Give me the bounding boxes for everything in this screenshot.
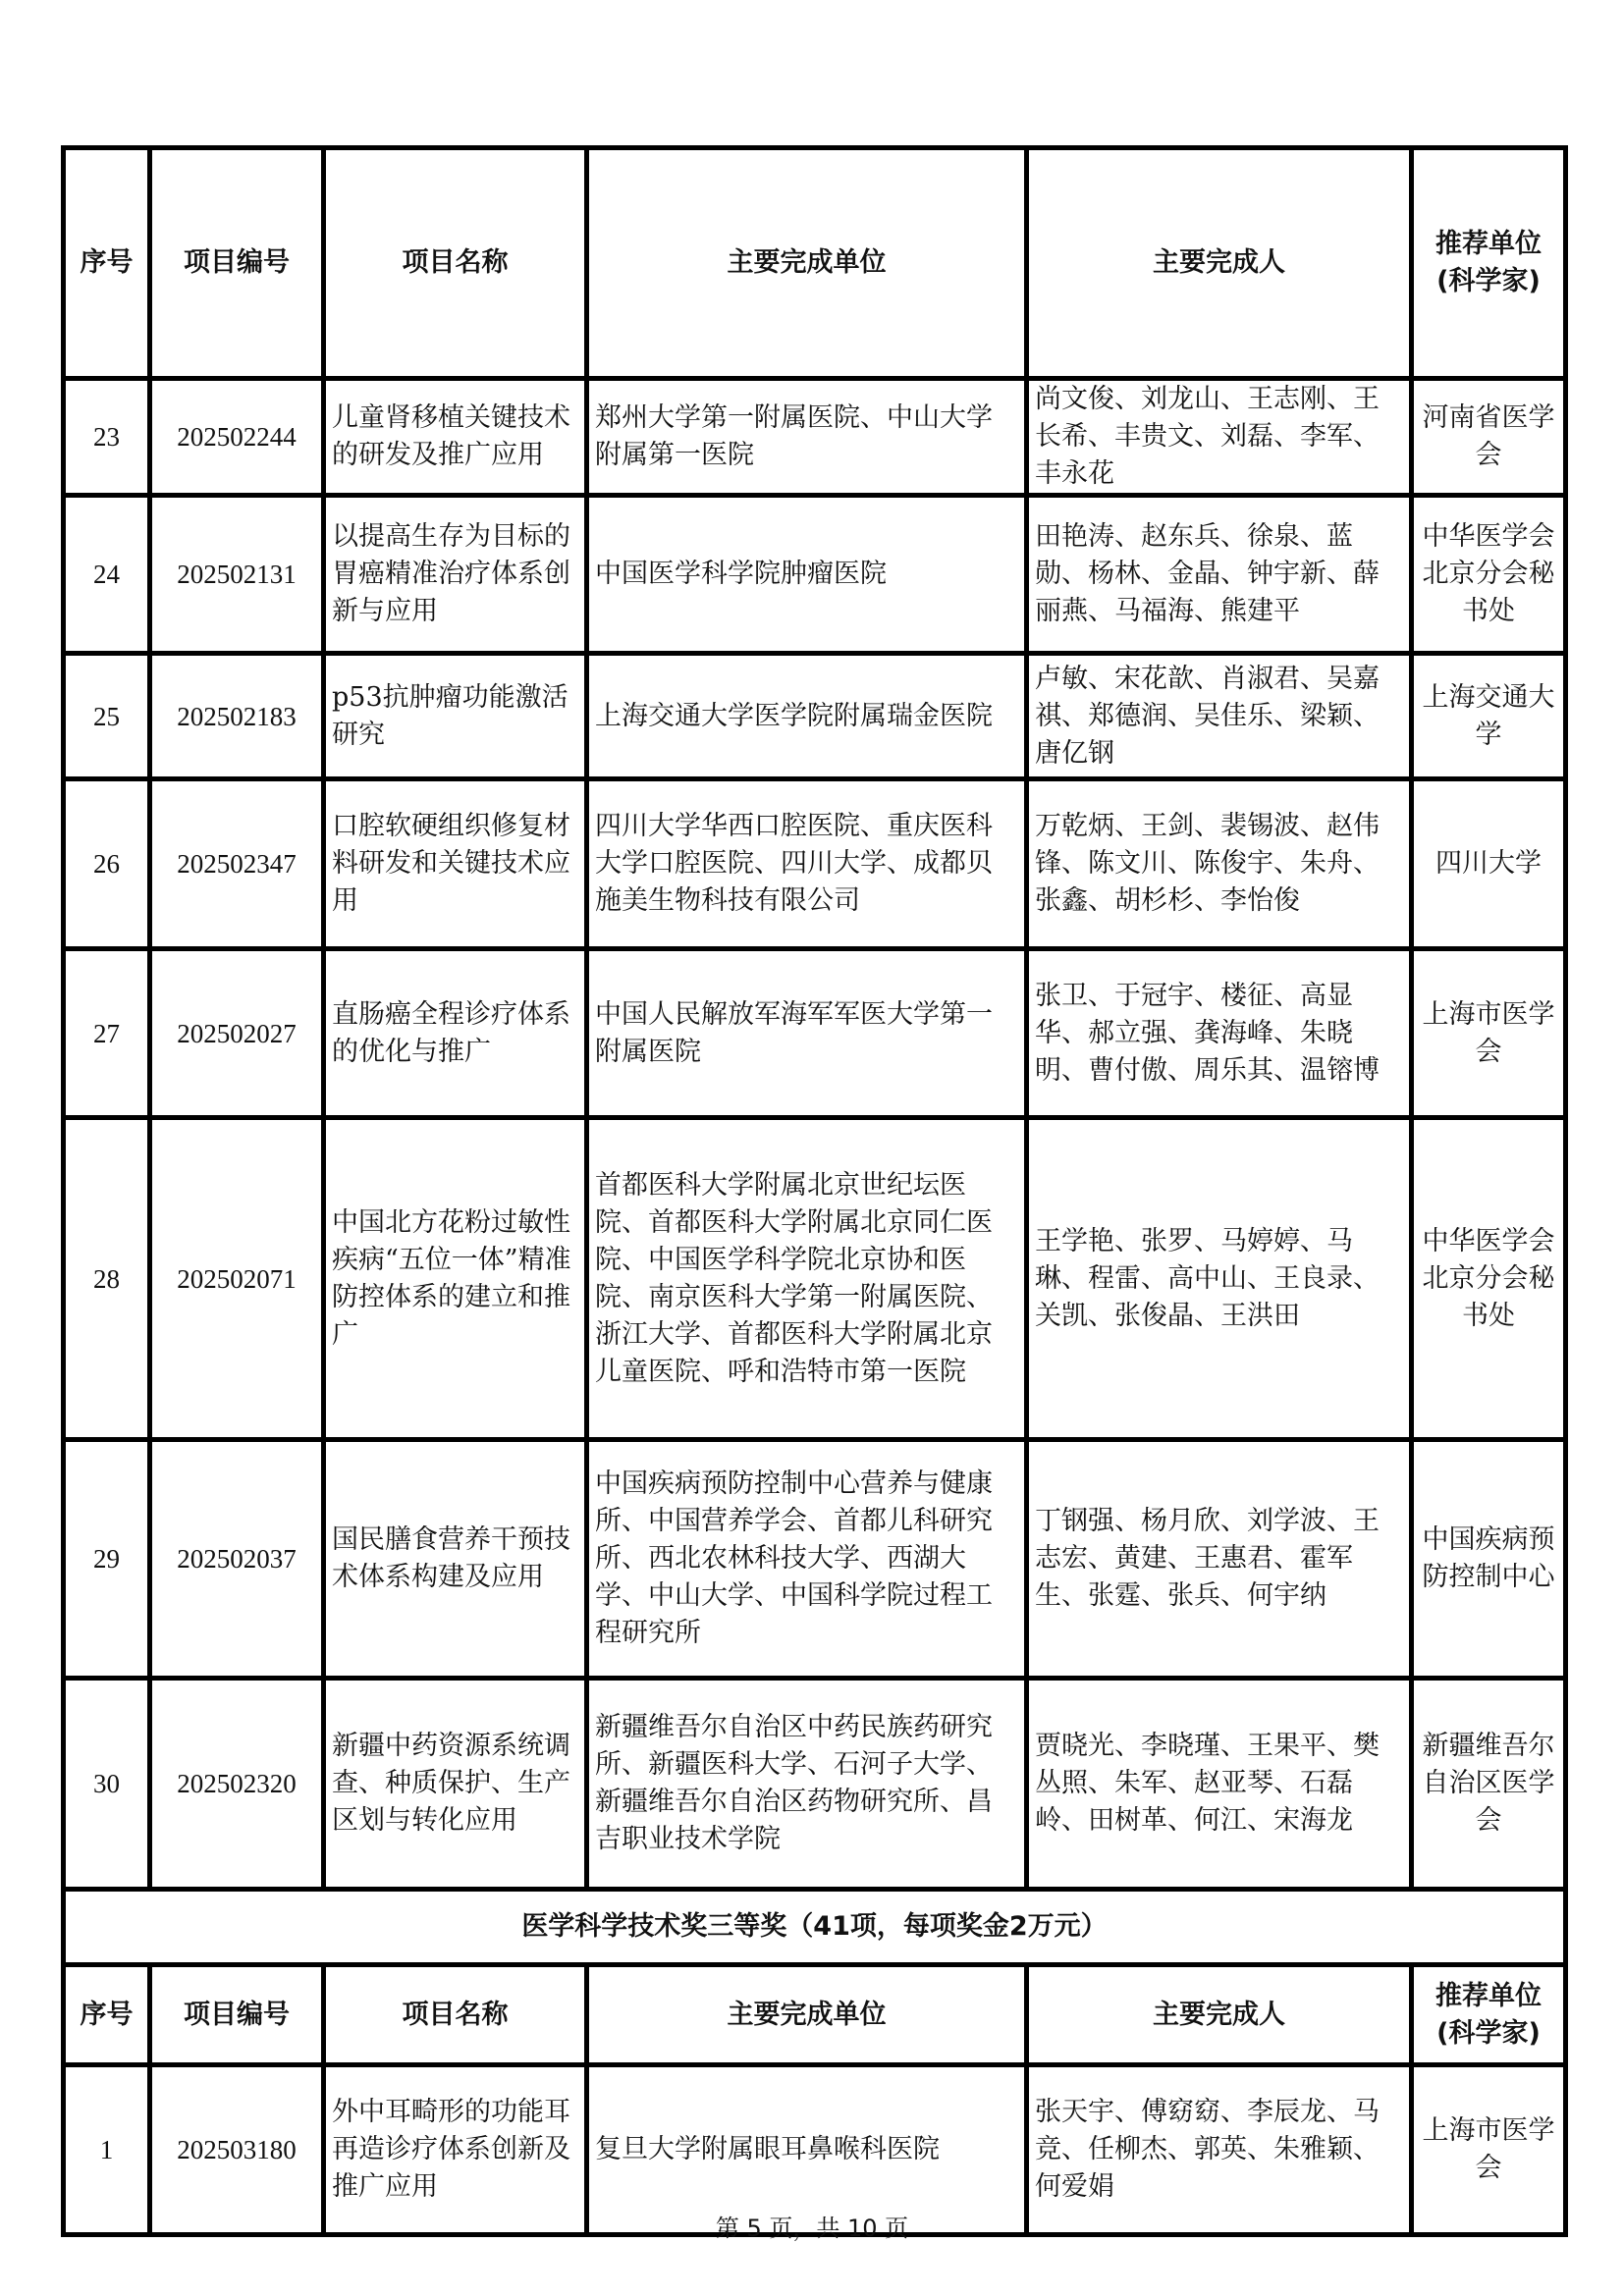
awards-table [61,145,1568,2237]
cell-project-code: 202502131 [150,496,324,654]
cell-recommender: 上海市医学会 [1412,949,1566,1118]
header-no: 序号 [64,1965,150,2065]
cell-recommender: 中国疾病预防控制中心 [1412,1440,1566,1679]
cell-project-code: 202503180 [150,2065,324,2235]
cell-project-name: 以提高生存为目标的胃癌精准治疗体系创新与应用 [324,496,587,654]
header-no: 序号 [64,148,150,379]
header-people: 主要完成人 [1027,148,1412,379]
table-row [64,949,1566,1118]
header-recommender-line2: (科学家) [1436,266,1541,296]
header-code: 项目编号 [150,148,324,379]
table-row [64,496,1566,654]
section-title: 医学科学技术奖三等奖（41项，每项奖金2万元） [64,1890,1566,1965]
cell-project-code: 202502071 [150,1118,324,1440]
cell-no: 28 [64,1118,150,1440]
cell-project-code: 202502347 [150,779,324,949]
cell-units: 中国疾病预防控制中心营养与健康所、中国营养学会、首都儿科研究所、西北农林科技大学、西湖大学、中山大学、中国科学院过程工程研究所 [587,1440,1027,1679]
header-recommender-line2: (科学家) [1436,2017,1541,2049]
table-row [64,379,1566,496]
cell-units: 郑州大学第一附属医院、中山大学附属第一医院 [587,379,1027,496]
cell-people: 尚文俊、刘龙山、王志刚、王长希、丰贵文、刘磊、李军、丰永花 [1027,379,1412,496]
cell-no: 24 [64,496,150,654]
cell-units: 复旦大学附属眼耳鼻喉科医院 [587,2065,1027,2235]
section-title-row [64,1890,1566,1965]
header-people: 主要完成人 [1027,1965,1412,2065]
cell-recommender: 新疆维吾尔自治区医学会 [1412,1679,1566,1890]
cell-recommender: 中华医学会北京分会秘书处 [1412,1118,1566,1440]
cell-people: 丁钢强、杨月欣、刘学波、王志宏、黄建、王惠君、霍军生、张霆、张兵、何宇纳 [1027,1440,1412,1679]
header-units: 主要完成单位 [587,1965,1027,2065]
cell-project-code: 202502244 [150,379,324,496]
cell-project-name: p53抗肿瘤功能激活研究 [324,654,587,779]
cell-people: 田艳涛、赵东兵、徐泉、蓝勋、杨林、金晶、钟宇新、薛丽燕、马福海、熊建平 [1027,496,1412,654]
cell-units: 上海交通大学医学院附属瑞金医院 [587,654,1027,779]
cell-recommender: 四川大学 [1412,779,1566,949]
cell-project-code: 202502320 [150,1679,324,1890]
cell-units: 中国医学科学院肿瘤医院 [587,496,1027,654]
cell-project-name: 儿童肾移植关键技术的研发及推广应用 [324,379,587,496]
header-recommender-line1: 推荐单位 [1435,229,1542,259]
cell-people: 万乾炳、王剑、裴锡波、赵伟锋、陈文川、陈俊宇、朱舟、张鑫、胡杉杉、李怡俊 [1027,779,1412,949]
header-recommender [1412,148,1566,379]
cell-units: 四川大学华西口腔医院、重庆医科大学口腔医院、四川大学、成都贝施美生物科技有限公司 [587,779,1027,949]
header-recommender-line1: 推荐单位 [1435,1980,1542,2011]
cell-units: 新疆维吾尔自治区中药民族药研究所、新疆医科大学、石河子大学、新疆维吾尔自治区药物研究所、昌吉职业技术学院 [587,1679,1027,1890]
header-code: 项目编号 [150,1965,324,2065]
cell-project-name: 口腔软硬组织修复材料研发和关键技术应用 [324,779,587,949]
cell-people: 王学艳、张罗、马婷婷、马琳、程雷、高中山、王良录、关凯、张俊晶、王洪田 [1027,1118,1412,1440]
cell-recommender: 中华医学会北京分会秘书处 [1412,496,1566,654]
cell-no: 1 [64,2065,150,2235]
cell-people: 卢敏、宋花歆、肖淑君、吴嘉祺、郑德润、吴佳乐、梁颖、唐亿钢 [1027,654,1412,779]
cell-no: 30 [64,1679,150,1890]
cell-people: 张天宇、傅窈窈、李辰龙、马竞、任柳杰、郭英、朱雅颖、何爱娟 [1027,2065,1412,2235]
cell-units: 首都医科大学附属北京世纪坛医院、首都医科大学附属北京同仁医院、中国医学科学院北京协和医院、南京医科大学第一附属医院、浙江大学、首都医科大学附属北京儿童医院、呼和浩特市第一医院 [587,1118,1027,1440]
cell-project-name: 国民膳食营养干预技术体系构建及应用 [324,1440,587,1679]
cell-project-name: 直肠癌全程诊疗体系的优化与推广 [324,949,587,1118]
cell-project-name: 新疆中药资源系统调查、种质保护、生产区划与转化应用 [324,1679,587,1890]
header-row-2 [64,1965,1566,2065]
cell-units: 中国人民解放军海军军医大学第一附属医院 [587,949,1027,1118]
cell-people: 贾晓光、李晓瑾、王果平、樊丛照、朱军、赵亚琴、石磊岭、田树革、何江、宋海龙 [1027,1679,1412,1890]
cell-project-code: 202502183 [150,654,324,779]
cell-no: 29 [64,1440,150,1679]
cell-project-name: 外中耳畸形的功能耳再造诊疗体系创新及推广应用 [324,2065,587,2235]
table-row [64,779,1566,949]
cell-people: 张卫、于冠宇、楼征、高显华、郝立强、龚海峰、朱晓明、曹付傲、周乐其、温镕博 [1027,949,1412,1118]
page-footer: 第 5 页，共 10 页 [715,2215,909,2242]
cell-no: 27 [64,949,150,1118]
header-row [64,148,1566,379]
header-recommender [1412,1965,1566,2065]
cell-no: 26 [64,779,150,949]
header-units: 主要完成单位 [587,148,1027,379]
cell-project-code: 202502027 [150,949,324,1118]
table-row [64,654,1566,779]
table-row [64,1440,1566,1679]
cell-no: 25 [64,654,150,779]
cell-recommender: 上海市医学会 [1412,2065,1566,2235]
cell-recommender: 河南省医学会 [1412,379,1566,496]
table-row [64,1118,1566,1440]
cell-no: 23 [64,379,150,496]
cell-project-code: 202502037 [150,1440,324,1679]
table-row [64,1679,1566,1890]
cell-project-name: 中国北方花粉过敏性疾病“五位一体”精准防控体系的建立和推广 [324,1118,587,1440]
header-name: 项目名称 [324,1965,587,2065]
cell-recommender: 上海交通大学 [1412,654,1566,779]
header-name: 项目名称 [324,148,587,379]
